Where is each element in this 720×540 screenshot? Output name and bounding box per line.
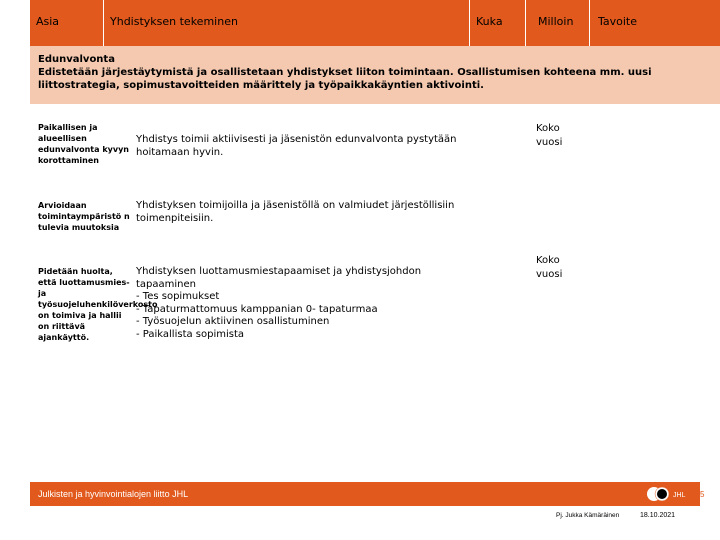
logo-text: JHL	[673, 492, 686, 499]
row1-tekeminen: Yhdistys toimii aktiivisesti ja jäsenistön edunvalvonta pystytään hoitamaan hyvin.	[136, 134, 457, 158]
jhl-logo-icon	[646, 486, 696, 502]
footer-bar	[30, 482, 700, 506]
row3-tekeminen-block	[136, 266, 466, 341]
header-asia: Asia	[30, 0, 104, 46]
list-item: - Tapaturmattomuus kamppanian 0- tapaturmaa	[136, 303, 378, 315]
section-title: Edunvalvonta	[38, 54, 115, 65]
row3-list	[136, 291, 466, 341]
header-milloin: Milloin	[526, 0, 590, 46]
list-item: - Paikallista sopimista	[136, 328, 245, 340]
footer-date: 18.10.2021	[640, 512, 676, 519]
footer-author: Pj. Jukka Kämäräinen	[556, 512, 620, 519]
footer-org: Julkisten ja hyvinvointialojen liitto JHL	[38, 489, 189, 499]
header-tekeminen: Yhdistyksen tekeminen	[104, 0, 470, 46]
table-header-row	[0, 0, 720, 46]
header-kuka: Kuka	[470, 0, 526, 46]
page-number: 5	[700, 490, 705, 499]
row2-asia: Arvioidaan toimintaympäristö n tulevia muutoksia	[38, 201, 130, 232]
row1-asia: Paikallisen ja alueellisen edunvalvonta kyvyn korottaminen	[38, 123, 129, 165]
row3-milloin: Koko vuosi	[536, 255, 563, 280]
row2-tekeminen: Yhdistyksen toimijoilla ja jäsenistöllä on valmiudet järjestöllisiin toimenpiteisiin.	[136, 200, 455, 224]
list-item: - Tes sopimukset	[136, 291, 220, 302]
row3-tekeminen: Yhdistyksen luottamusmiestapaamiset ja yhdistysjohdon tapaaminen	[136, 266, 422, 290]
section-body: Edistetään järjestäytymistä ja osallistetaan yhdistykset liiton toimintaan. Osallistumisen kohteena mm. uusi liittostrategia, sopimustavoitteiden määrittely ja työpaikkakäyntien aktivointi.	[38, 67, 652, 91]
list-item: - Työsuojelun aktiivinen osallistuminen	[136, 316, 330, 327]
row3-asia: Pidetään huolta, että luottamusmies- ja työsuojeluhenkilöverkosto on toimiva ja hallii on riittävä ajankäyttö.	[38, 267, 158, 342]
jhl-logo	[646, 486, 696, 502]
section-edunvalvonta	[30, 46, 720, 104]
header-tavoite: Tavoite	[590, 0, 720, 46]
row1-milloin: Koko vuosi	[536, 123, 563, 148]
